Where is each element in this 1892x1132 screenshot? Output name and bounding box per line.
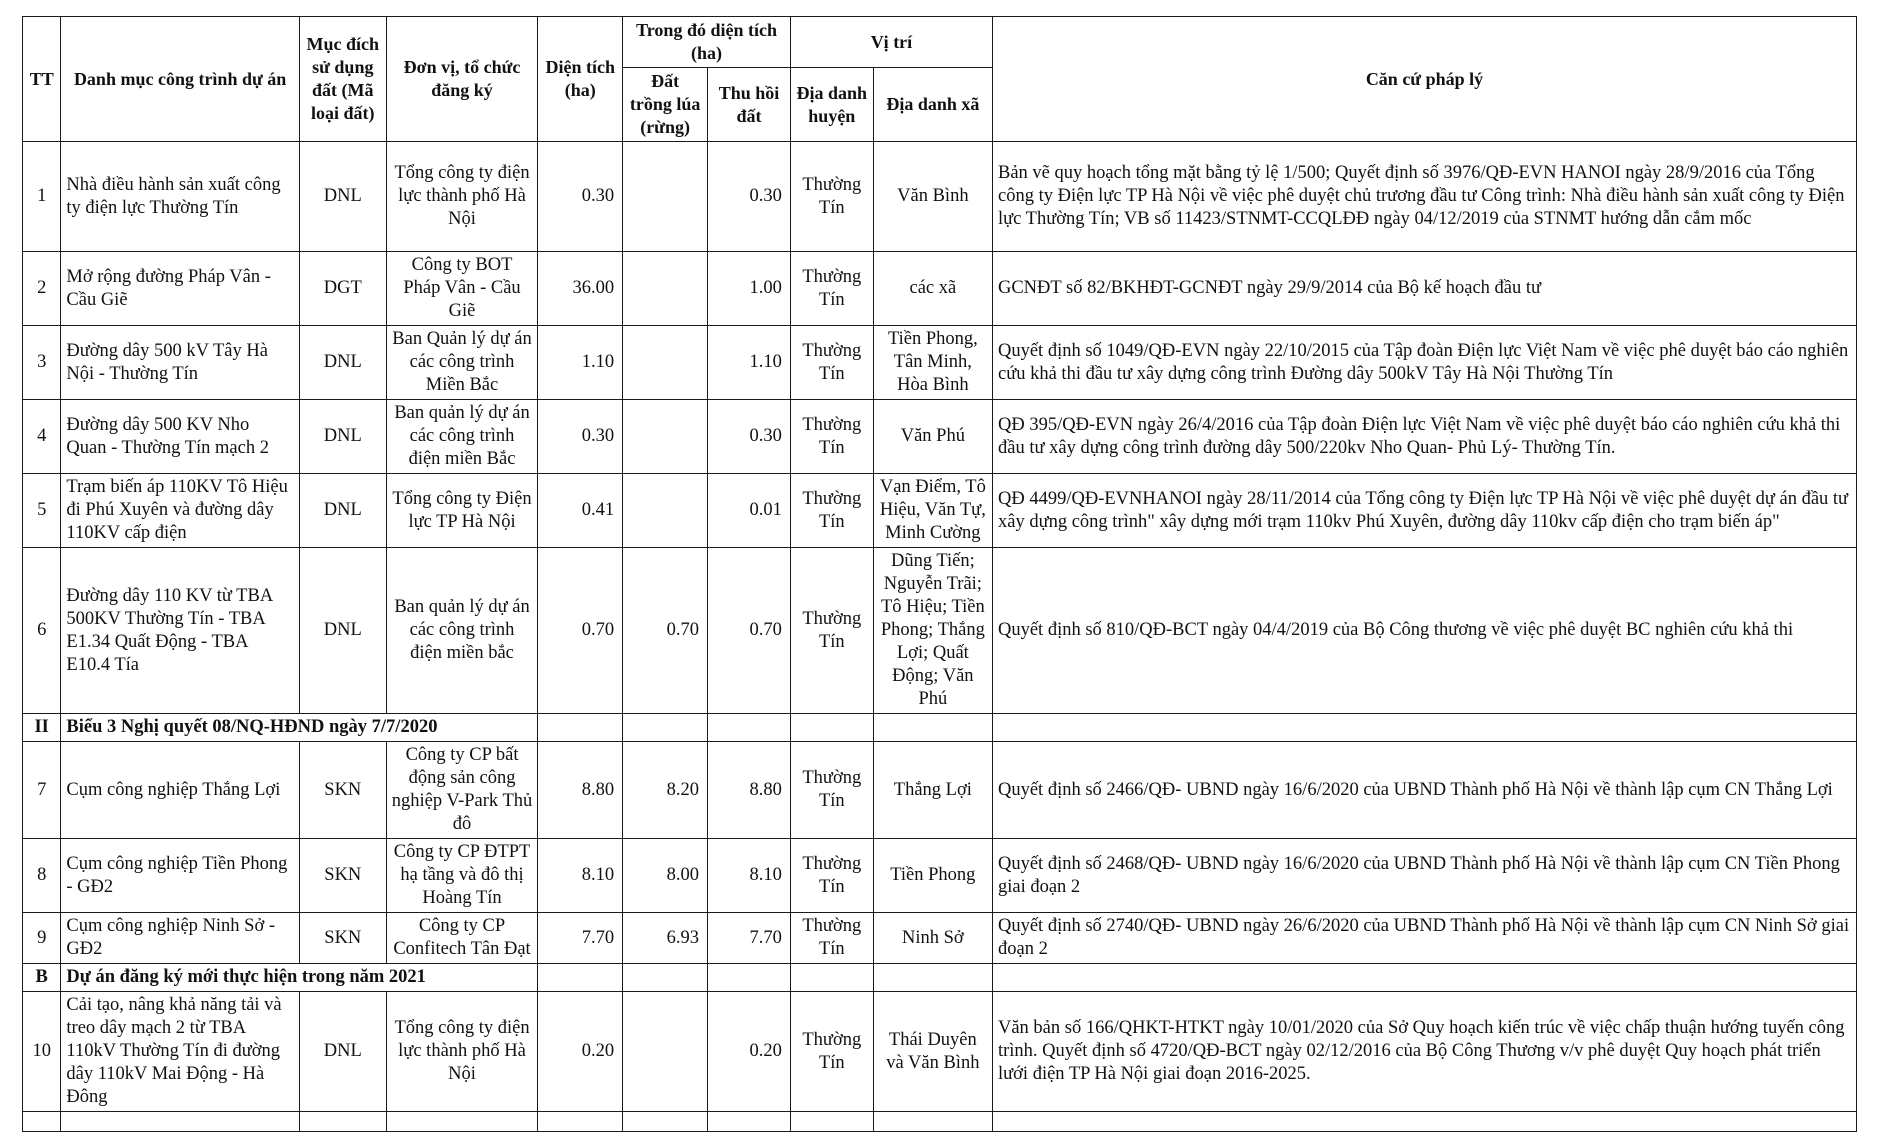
cell-district: Thường Tín xyxy=(790,142,873,252)
cell-legal: QĐ 395/QĐ-EVN ngày 26/4/2016 của Tập đoàn Điện lực Việt Nam về việc phê duyệt báo cáo nghiên cứu khả thi đầu tư xây dựng công trình đường dây 500/220kv Nho Quan- Phủ Lý- Thường Tín. xyxy=(992,400,1856,474)
cell-area: 8.80 xyxy=(538,742,623,839)
cell-area: 0.30 xyxy=(538,400,623,474)
cell-area: 8.10 xyxy=(538,839,623,913)
legal-table-sheet xyxy=(22,16,1857,1107)
cell-code: DNL xyxy=(299,474,386,548)
cell-recover: 7.70 xyxy=(708,913,791,964)
cell-district: Thường Tín xyxy=(790,326,873,400)
cell-code: DGT xyxy=(299,252,386,326)
cell-legal: Văn bản số 166/QHKT-HTKT ngày 10/01/2020 của Sở Quy hoạch kiến trúc về việc chấp thuận hướng tuyến công trình. Quyết định số 4720/QĐ-BCT ngày 02/12/2016 của Bộ Công Thương v/v phê duyệt Quy hoạch phát triển lưới điện TP Hà Nội giai đoạn 2016-2025. xyxy=(992,992,1856,1112)
cell-recover: 0.70 xyxy=(708,548,791,714)
header-don-vi: Đơn vị, tổ chức đăng ký xyxy=(386,17,538,142)
cell-district: Thường Tín xyxy=(790,742,873,839)
cell-name: Trạm biến áp 110KV Tô Hiệu đi Phú Xuyên và đường dây 110KV cấp điện xyxy=(61,474,299,548)
cell-commune: Ninh Sở xyxy=(873,913,992,964)
cell-rice xyxy=(623,474,708,548)
header-tt: TT xyxy=(23,17,61,142)
cell-recover: 8.80 xyxy=(708,742,791,839)
header-thu-hoi: Thu hồi đất xyxy=(708,68,791,142)
cell-name: Đường dây 500 KV Nho Quan - Thường Tín mạch 2 xyxy=(61,400,299,474)
header-dia-danh-huyen: Địa danh huyện xyxy=(790,68,873,142)
table-row xyxy=(23,474,1857,548)
cell-recover: 0.20 xyxy=(708,992,791,1112)
cell-recover: 0.30 xyxy=(708,400,791,474)
table-row xyxy=(23,400,1857,474)
cell-name: Mở rộng đường Pháp Vân - Cầu Giẽ xyxy=(61,252,299,326)
cell-org: Công ty CP bất động sản công nghiệp V-Park Thủ đô xyxy=(386,742,538,839)
cell-legal: QĐ 4499/QĐ-EVNHANOI ngày 28/11/2014 của Tổng công ty Điện lực TP Hà Nội về việc phê duyệt dự án đầu tư xây dựng công trình" xây dựng mới trạm 110kv Phú Xuyên, đường dây 110kv cấp điện cho trạm biến áp" xyxy=(992,474,1856,548)
header-dia-danh-xa: Địa danh xã xyxy=(873,68,992,142)
cell-commune: Thắng Lợi xyxy=(873,742,992,839)
cell-district: Thường Tín xyxy=(790,252,873,326)
cell-code: DNL xyxy=(299,400,386,474)
cell-tt: 2 xyxy=(23,252,61,326)
cell-code: DNL xyxy=(299,992,386,1112)
project-table xyxy=(22,16,1857,1132)
table-row xyxy=(23,252,1857,326)
header-trong-do: Trong đó diện tích (ha) xyxy=(623,17,791,68)
cell-commune: Văn Bình xyxy=(873,142,992,252)
cell-tt: 4 xyxy=(23,400,61,474)
cell-tt: 5 xyxy=(23,474,61,548)
cell-org: Ban Quản lý dự án các công trình Miền Bắc xyxy=(386,326,538,400)
cell-tt: 7 xyxy=(23,742,61,839)
cell-rice xyxy=(623,992,708,1112)
cell-tt: 10 xyxy=(23,992,61,1112)
cell-recover: 0.30 xyxy=(708,142,791,252)
cell-recover: 0.01 xyxy=(708,474,791,548)
cell-org: Tổng công ty Điện lực TP Hà Nội xyxy=(386,474,538,548)
cell-commune: Thái Duyên và Văn Bình xyxy=(873,992,992,1112)
table-row xyxy=(23,992,1857,1112)
cell-org: Ban quản lý dự án các công trình điện miền bắc xyxy=(386,548,538,714)
cell-district: Thường Tín xyxy=(790,548,873,714)
cell-tt: 8 xyxy=(23,839,61,913)
cell-name: Đường dây 110 KV từ TBA 500KV Thường Tín - TBA E1.34 Quất Động - TBA E10.4 Tía xyxy=(61,548,299,714)
cell-legal: Quyết định số 2466/QĐ- UBND ngày 16/6/2020 của UBND Thành phố Hà Nội về thành lập cụm CN Thắng Lợi xyxy=(992,742,1856,839)
cell-district: Thường Tín xyxy=(790,839,873,913)
cell-code: SKN xyxy=(299,839,386,913)
cell-org: Công ty BOT Pháp Vân - Cầu Giẽ xyxy=(386,252,538,326)
cell-area: 7.70 xyxy=(538,913,623,964)
cell-area: 0.70 xyxy=(538,548,623,714)
cell-org: Công ty CP Confitech Tân Đạt xyxy=(386,913,538,964)
cell-legal: GCNĐT số 82/BKHĐT-GCNĐT ngày 29/9/2014 của Bộ kế hoạch đầu tư xyxy=(992,252,1856,326)
cell-area: 0.30 xyxy=(538,142,623,252)
cell-org: Công ty CP ĐTPT hạ tầng và đô thị Hoàng Tín xyxy=(386,839,538,913)
header-dat-trong-lua: Đất trồng lúa (rừng) xyxy=(623,68,708,142)
cell-legal: Quyết định số 810/QĐ-BCT ngày 04/4/2019 của Bộ Công thương về việc phê duyệt BC nghiên cứu khả thi xyxy=(992,548,1856,714)
cell-recover: 1.10 xyxy=(708,326,791,400)
cell-code: DNL xyxy=(299,326,386,400)
section-tt: II xyxy=(23,714,61,742)
cell-district: Thường Tín xyxy=(790,992,873,1112)
cell-rice xyxy=(623,400,708,474)
cell-tt: 6 xyxy=(23,548,61,714)
cell-rice xyxy=(623,142,708,252)
header-muc-dich: Mục đích sử dụng đất (Mã loại đất) xyxy=(299,17,386,142)
cell-tt: 3 xyxy=(23,326,61,400)
cell-district: Thường Tín xyxy=(790,474,873,548)
cell-recover: 1.00 xyxy=(708,252,791,326)
cell-commune: các xã xyxy=(873,252,992,326)
cell-name: Cụm công nghiệp Tiền Phong - GĐ2 xyxy=(61,839,299,913)
cell-code: SKN xyxy=(299,913,386,964)
cell-area: 1.10 xyxy=(538,326,623,400)
cell-commune: Tiền Phong xyxy=(873,839,992,913)
table-row xyxy=(23,142,1857,252)
cell-name: Cải tạo, nâng khả năng tải và treo dây mạch 2 từ TBA 110kV Thường Tín đi đường dây 110kV Mai Động - Hà Đông xyxy=(61,992,299,1112)
section-tt: B xyxy=(23,964,61,992)
cell-commune: Tiền Phong, Tân Minh, Hòa Bình xyxy=(873,326,992,400)
header-can-cu: Căn cứ pháp lý xyxy=(992,17,1856,142)
cell-name: Cụm công nghiệp Ninh Sở - GĐ2 xyxy=(61,913,299,964)
cell-area: 0.20 xyxy=(538,992,623,1112)
cell-rice: 8.20 xyxy=(623,742,708,839)
cell-name: Nhà điều hành sản xuất công ty điện lực Thường Tín xyxy=(61,142,299,252)
header-danh-muc: Danh mục công trình dự án xyxy=(61,17,299,142)
cell-org: Tổng công ty điện lực thành phố Hà Nội xyxy=(386,992,538,1112)
cell-commune: Văn Phú xyxy=(873,400,992,474)
cell-district: Thường Tín xyxy=(790,400,873,474)
cell-rice xyxy=(623,252,708,326)
cell-code: DNL xyxy=(299,548,386,714)
cell-tt: 1 xyxy=(23,142,61,252)
cell-name: Cụm công nghiệp Thắng Lợi xyxy=(61,742,299,839)
cell-org: Ban quản lý dự án các công trình điện miền Bắc xyxy=(386,400,538,474)
cell-area: 36.00 xyxy=(538,252,623,326)
header-vi-tri: Vị trí xyxy=(790,17,992,68)
cell-legal: Quyết định số 2740/QĐ- UBND ngày 26/6/2020 của UBND Thành phố Hà Nội về thành lập cụm CN Ninh Sở giai đoạn 2 xyxy=(992,913,1856,964)
table-row xyxy=(23,548,1857,714)
cell-rice: 8.00 xyxy=(623,839,708,913)
cell-legal: Bản vẽ quy hoạch tổng mặt bằng tỷ lệ 1/500; Quyết định số 3976/QĐ-EVN HANOI ngày 28/9/2016 của Tổng công ty Điện lực TP Hà Nội về việc phê duyệt chủ trương đầu tư Công trình: Nhà điều hành sản xuất công ty Điện lực Thường Tín; VB số 11423/STNMT-CCQLĐĐ ngày 04/12/2019 của STNMT hướng dẫn cắm mốc xyxy=(992,142,1856,252)
cell-area: 0.41 xyxy=(538,474,623,548)
cell-legal: Quyết định số 2468/QĐ- UBND ngày 16/6/2020 của UBND Thành phố Hà Nội về thành lập cụm CN Tiền Phong giai đoạn 2 xyxy=(992,839,1856,913)
section-title: Dự án đăng ký mới thực hiện trong năm 2021 xyxy=(61,964,538,992)
cell-code: DNL xyxy=(299,142,386,252)
section-row-ii xyxy=(23,714,1857,742)
header-dien-tich: Diện tích (ha) xyxy=(538,17,623,142)
cell-commune: Dũng Tiến; Nguyễn Trãi; Tô Hiệu; Tiền Phong; Thắng Lợi; Quất Động; Văn Phú xyxy=(873,548,992,714)
cell-rice: 6.93 xyxy=(623,913,708,964)
table-row xyxy=(23,1112,1857,1132)
section-row-b xyxy=(23,964,1857,992)
cell-code: SKN xyxy=(299,742,386,839)
table-row xyxy=(23,742,1857,839)
table-row xyxy=(23,839,1857,913)
section-title: Biểu 3 Nghị quyết 08/NQ-HĐND ngày 7/7/2020 xyxy=(61,714,538,742)
cell-rice: 0.70 xyxy=(623,548,708,714)
cell-name: Đường dây 500 kV Tây Hà Nội - Thường Tín xyxy=(61,326,299,400)
cell-legal: Quyết định số 1049/QĐ-EVN ngày 22/10/2015 của Tập đoàn Điện lực Việt Nam về việc phê duyệt báo cáo nghiên cứu khả thi đầu tư xây dựng công trình Đường dây 500kV Tây Hà Nội Thường Tín xyxy=(992,326,1856,400)
cell-district: Thường Tín xyxy=(790,913,873,964)
cell-tt: 9 xyxy=(23,913,61,964)
table-row xyxy=(23,326,1857,400)
cell-rice xyxy=(623,326,708,400)
cell-commune: Vạn Điểm, Tô Hiệu, Văn Tự, Minh Cường xyxy=(873,474,992,548)
cell-recover: 8.10 xyxy=(708,839,791,913)
table-row xyxy=(23,913,1857,964)
cell-org: Tổng công ty điện lực thành phố Hà Nội xyxy=(386,142,538,252)
